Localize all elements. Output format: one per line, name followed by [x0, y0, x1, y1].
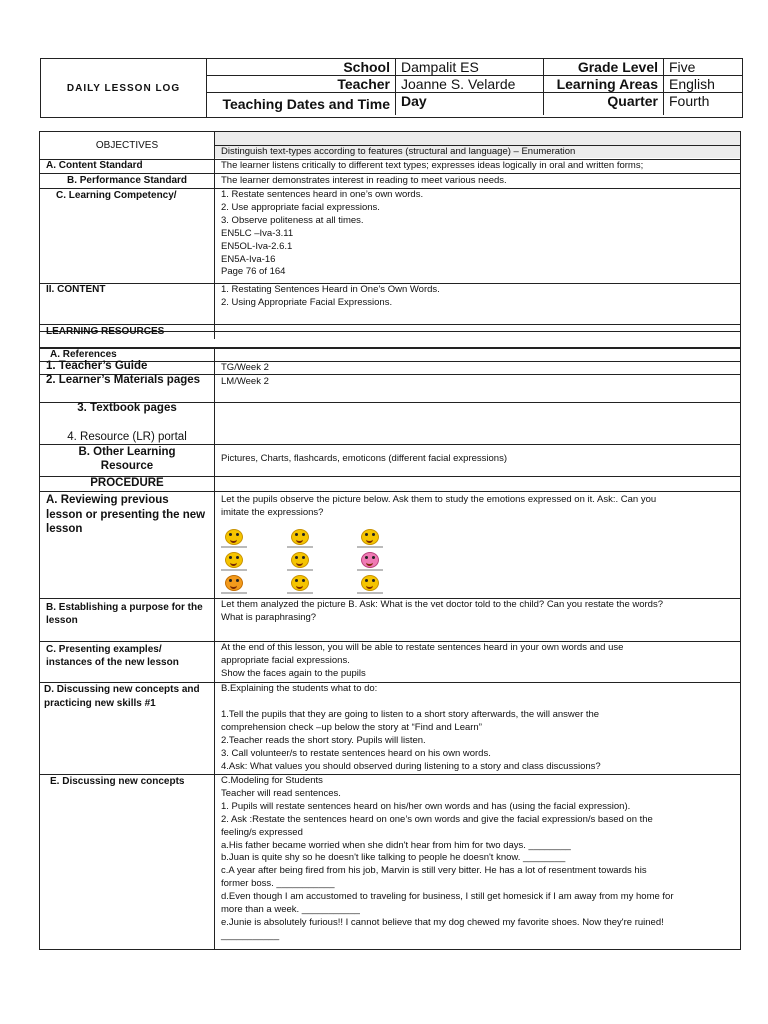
row-step-b [40, 598, 740, 642]
step-e-line: a.His father became worried when she didn't hear from him for two days. ________ [221, 839, 571, 851]
step-e-line: 1. Pupils will restate sentences heard on his/her own words and has (using the facial expression). [221, 800, 631, 812]
row-procedure [40, 476, 740, 492]
row-teachers-guide [40, 360, 740, 375]
step-a-line: imitate the expressions? [221, 506, 324, 518]
emoticon-icon [287, 529, 313, 547]
row-content [40, 283, 740, 325]
teacher-label: Teacher [207, 76, 396, 92]
step-e-line: e.Junie is absolutely furious!! I cannot believe that my dog chewed my favorite shoes. Now they're ruined! [221, 916, 664, 928]
step-b-cell [215, 598, 740, 641]
competency-line: 3. Observe politeness at all times. [221, 214, 364, 226]
step-c-label: C. Presenting examples/ instances of the new lesson [46, 644, 179, 668]
row-step-c [40, 641, 740, 683]
row-step-d [40, 682, 740, 775]
row-learners-materials [40, 374, 740, 403]
step-a-cell [215, 491, 740, 598]
step-a-line: Let the pupils observe the picture below. Ask them to study the emotions expressed on it. Ask:. Can you [221, 494, 657, 505]
dates-label: Teaching Dates and Time [207, 93, 396, 115]
emoticon-icon [357, 529, 383, 547]
other-resources-value: Pictures, Charts, flashcards, emoticons (different facial expressions) [221, 453, 507, 464]
step-d-line: 3. Call volunteer/s to restate sentences heard on his own words. [221, 747, 491, 759]
teachers-guide-label: 1. Teacher’s Guide [46, 360, 148, 372]
step-c-line: At the end of this lesson, you will be able to restate sentences heard in your own words and use [221, 642, 624, 653]
step-d-line: 1.Tell the pupils that they are going to listen to a short story afterwards, the will answer the [221, 708, 600, 720]
header-row-school [207, 59, 742, 76]
school-value: Dampalit ES [396, 59, 544, 75]
performance-standard-value: The learner demonstrates interest in reading to meet various needs. [221, 175, 507, 186]
teachers-guide-value: TG/Week 2 [221, 362, 269, 373]
step-c-line: appropriate facial expressions. [221, 654, 350, 666]
emoticon-icon [357, 552, 383, 570]
grade-level-value: Five [669, 59, 696, 75]
resources-label: LEARNING RESOURCES [46, 326, 165, 337]
step-c-line: Show the faces again to the pupils [221, 667, 366, 679]
content-standard-label: A. Content Standard [46, 160, 143, 171]
objectives-label: OBJECTIVES [95, 140, 159, 151]
learning-areas-value: English [669, 76, 715, 92]
step-c-cell [215, 641, 740, 682]
step-e-line: d.Even though I am accustomed to traveling for business, I still get homesick if I am away from my home for [221, 891, 674, 903]
portal-label: 4. Resource (LR) portal [67, 431, 187, 443]
content-cell [215, 283, 740, 324]
step-b-line: What is paraphrasing? [221, 611, 317, 623]
school-label: School [207, 59, 396, 75]
step-d-cell [215, 682, 740, 774]
objectives-spacer [215, 132, 740, 146]
references-label: A. References [50, 349, 117, 360]
emoticon-icon [287, 575, 313, 593]
content-line: 2. Using Appropriate Facial Expressions. [221, 296, 393, 308]
step-a-label: A. Reviewing previous lesson or presenting the new lesson [46, 494, 206, 535]
step-e-line: ___________ [221, 929, 280, 941]
step-d-line: B.Explaining the students what to do: [221, 683, 378, 694]
section-separator [40, 339, 740, 348]
step-e-cell [215, 774, 740, 949]
quarter-label: Quarter [544, 93, 664, 115]
competency-line: EN5OL-Iva-2.6.1 [221, 240, 293, 252]
competency-cell [215, 188, 740, 283]
competency-label: C. Learning Competency/ [56, 190, 177, 201]
textbook-label: 3. Textbook pages [77, 402, 177, 414]
emoticon-icon [221, 575, 247, 593]
learners-materials-value: LM/Week 2 [221, 376, 269, 387]
emoticon-icon [221, 529, 247, 547]
step-d-label: D. Discussing new concepts and practicing new skills #1 [44, 684, 200, 709]
row-textbook [40, 402, 740, 432]
row-competency [40, 188, 740, 284]
step-e-line: feeling/s expressed [221, 826, 303, 838]
learners-materials-label: 2. Learner’s Materials pages [46, 374, 201, 386]
step-e-line: Teacher will read sentences. [221, 787, 341, 799]
step-d-line: 4.Ask: What values you should observed during listening to a story and class discussions? [221, 760, 601, 772]
procedure-label: PROCEDURE [90, 477, 164, 489]
teacher-value: Joanne S. Velarde [396, 76, 544, 92]
competency-line: 2. Use appropriate facial expressions. [221, 201, 380, 213]
step-e-line: former boss. ___________ [221, 878, 335, 890]
competency-line: EN5LC –Iva-3.11 [221, 227, 294, 239]
header-row-teacher [207, 76, 742, 93]
content-label: II. CONTENT [46, 284, 106, 295]
row-performance-standard [40, 173, 740, 189]
step-e-label: E. Discussing new concepts [50, 776, 185, 787]
competency-line: 1. Restate sentences heard in one’s own words. [221, 189, 424, 200]
emoticon-icon [357, 575, 383, 593]
row-content-standard [40, 159, 740, 174]
quarter-value: Fourth [669, 93, 710, 109]
row-step-e [40, 774, 740, 949]
step-b-label: B. Establishing a purpose for the lesson [46, 602, 203, 626]
learning-areas-label: Learning Areas [544, 76, 664, 92]
row-objectives [40, 132, 740, 160]
row-step-a [40, 491, 740, 599]
log-title: DAILY LESSON LOG [41, 59, 207, 117]
performance-standard-label: B. Performance Standard [66, 175, 188, 186]
content-line: 1. Restating Sentences Heard in One’s Own Words. [221, 284, 440, 295]
step-b-line: Let them analyzed the picture B. Ask: What is the vet doctor told to the child? Can you restate the words? [221, 599, 663, 610]
grade-level-label: Grade Level [544, 59, 664, 75]
competency-line: Page 76 of 164 [221, 266, 286, 278]
step-e-line: b.Juan is quite shy so he doesn't like talking to people he doesn't know. ________ [221, 852, 566, 864]
emoticon-icon [287, 552, 313, 570]
step-d-line: 2.Teacher reads the short story. Pupils will listen. [221, 734, 426, 746]
content-standard-value: The learner listens critically to different text types; expresses ideas logically in oral and written forms; [221, 160, 644, 171]
header-row-dates [207, 93, 742, 115]
other-resources-label: B. Other Learning Resource [78, 446, 176, 472]
emotions-image [215, 529, 405, 601]
step-e-line: more than a week. ___________ [221, 904, 360, 916]
step-e-line: C.Modeling for Students [221, 775, 323, 786]
dates-value: Day [396, 93, 544, 115]
header-table [40, 58, 743, 118]
lesson-table [39, 131, 741, 950]
step-e-line: c.A year after being fired from his job, Marvin is still very bitter. He has a lot of resentment towards his [221, 865, 647, 877]
step-e-line: 2. Ask :Restate the sentences heard on one’s own words and give the facial expression/s based on the [221, 813, 653, 825]
objectives-value: Distinguish text-types according to features (structural and language) – Enumeration [215, 146, 740, 158]
step-d-line [221, 696, 734, 709]
row-other-resources [40, 444, 740, 477]
step-d-line: comprehension check –up below the story at “Find and Learn” [221, 721, 482, 733]
emoticon-icon [221, 552, 247, 570]
row-portal [40, 431, 740, 445]
competency-line: EN5A-Iva-16 [221, 253, 276, 265]
